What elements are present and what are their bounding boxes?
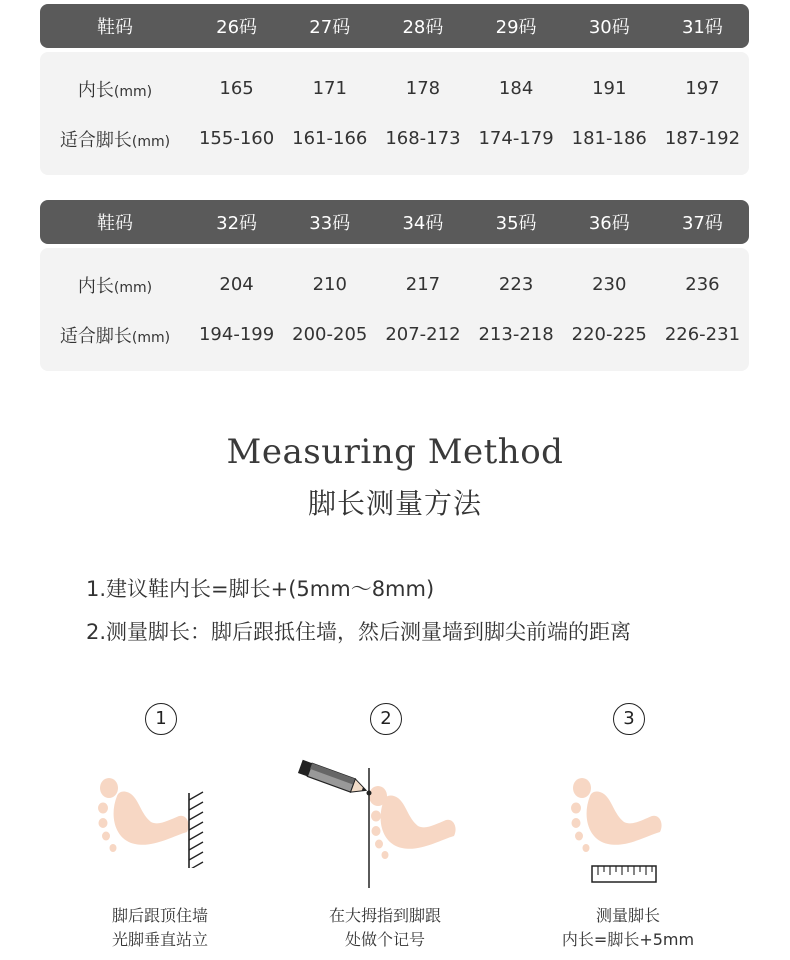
table-cell: 204	[219, 274, 254, 295]
size-header: 32码	[216, 213, 258, 234]
step-3-caption: 测量脚长 内长=脚长+5mm	[561, 906, 695, 949]
table-cell: 174-179	[478, 128, 554, 149]
ruler-icon	[568, 778, 668, 888]
size-header: 36码	[588, 213, 630, 234]
table-cell: 220-225	[571, 324, 647, 345]
table-cell: 191	[592, 78, 627, 99]
table-cell: 161-166	[292, 128, 368, 149]
table-cell: 171	[312, 78, 347, 99]
table-cell: 155-160	[198, 128, 275, 149]
heading-chinese: 脚长测量方法	[307, 487, 482, 520]
size-table-header	[40, 200, 749, 244]
table-row	[40, 114, 749, 164]
size-header: 35码	[495, 213, 537, 234]
table-cell: 187-192	[664, 128, 741, 149]
size-table-body	[40, 52, 749, 175]
size-table-header	[40, 4, 749, 48]
table-cell: 223	[498, 274, 534, 295]
size-table-body	[40, 248, 749, 371]
table-cell: 236	[685, 274, 720, 295]
row-label: 适合脚长(mm)	[59, 325, 171, 347]
row-label: 适合脚长(mm)	[59, 129, 171, 151]
table-cell: 181-186	[571, 128, 647, 149]
note-2: 2.测量脚长：脚后跟抵住墙，然后测量墙到脚尖前端的距离	[86, 620, 632, 644]
row-label: 内长(mm)	[77, 79, 153, 101]
note-1: 1.建议鞋内长=脚长+(5mm～8mm)	[86, 577, 435, 601]
size-header: 26码	[216, 17, 258, 38]
table-cell: 178	[405, 78, 441, 99]
step-number: 2	[370, 703, 402, 735]
foot-against-wall-icon	[95, 778, 265, 868]
table-cell: 197	[685, 78, 720, 99]
table-cell: 184	[498, 78, 534, 99]
size-header: 34码	[402, 213, 444, 234]
header-label: 鞋码	[97, 213, 133, 234]
table-row	[40, 260, 749, 310]
size-header: 37码	[681, 213, 723, 234]
step-number: 3	[613, 703, 645, 735]
table-cell: 194-199	[198, 324, 275, 345]
table-cell: 200-205	[292, 324, 368, 345]
table-cell: 217	[405, 274, 441, 295]
heading-english: Measuring Method	[226, 432, 564, 472]
step-1-caption: 脚后跟顶住墙 光脚垂直站立	[111, 906, 208, 949]
row-label: 内长(mm)	[77, 275, 153, 297]
table-cell: 213-218	[478, 324, 554, 345]
size-header: 33码	[309, 213, 351, 234]
table-cell: 168-173	[385, 128, 461, 149]
table-cell: 210	[312, 274, 347, 295]
table-cell: 207-212	[385, 324, 461, 345]
size-table-2	[40, 200, 749, 371]
size-header: 29码	[495, 17, 537, 38]
table-cell: 165	[219, 78, 254, 99]
size-table-1	[40, 4, 749, 175]
table-row	[40, 310, 749, 360]
step-number: 1	[145, 703, 177, 735]
table-cell: 226-231	[664, 324, 741, 345]
size-header: 31码	[681, 17, 723, 38]
pencil-mark-icon	[292, 748, 462, 893]
table-row	[40, 64, 749, 114]
header-label: 鞋码	[97, 17, 133, 38]
size-header: 30码	[588, 17, 630, 38]
size-header: 28码	[402, 17, 444, 38]
step-2-caption: 在大拇指到脚跟 处做个记号	[328, 906, 441, 949]
size-header: 27码	[309, 17, 351, 38]
table-cell: 230	[592, 274, 627, 295]
